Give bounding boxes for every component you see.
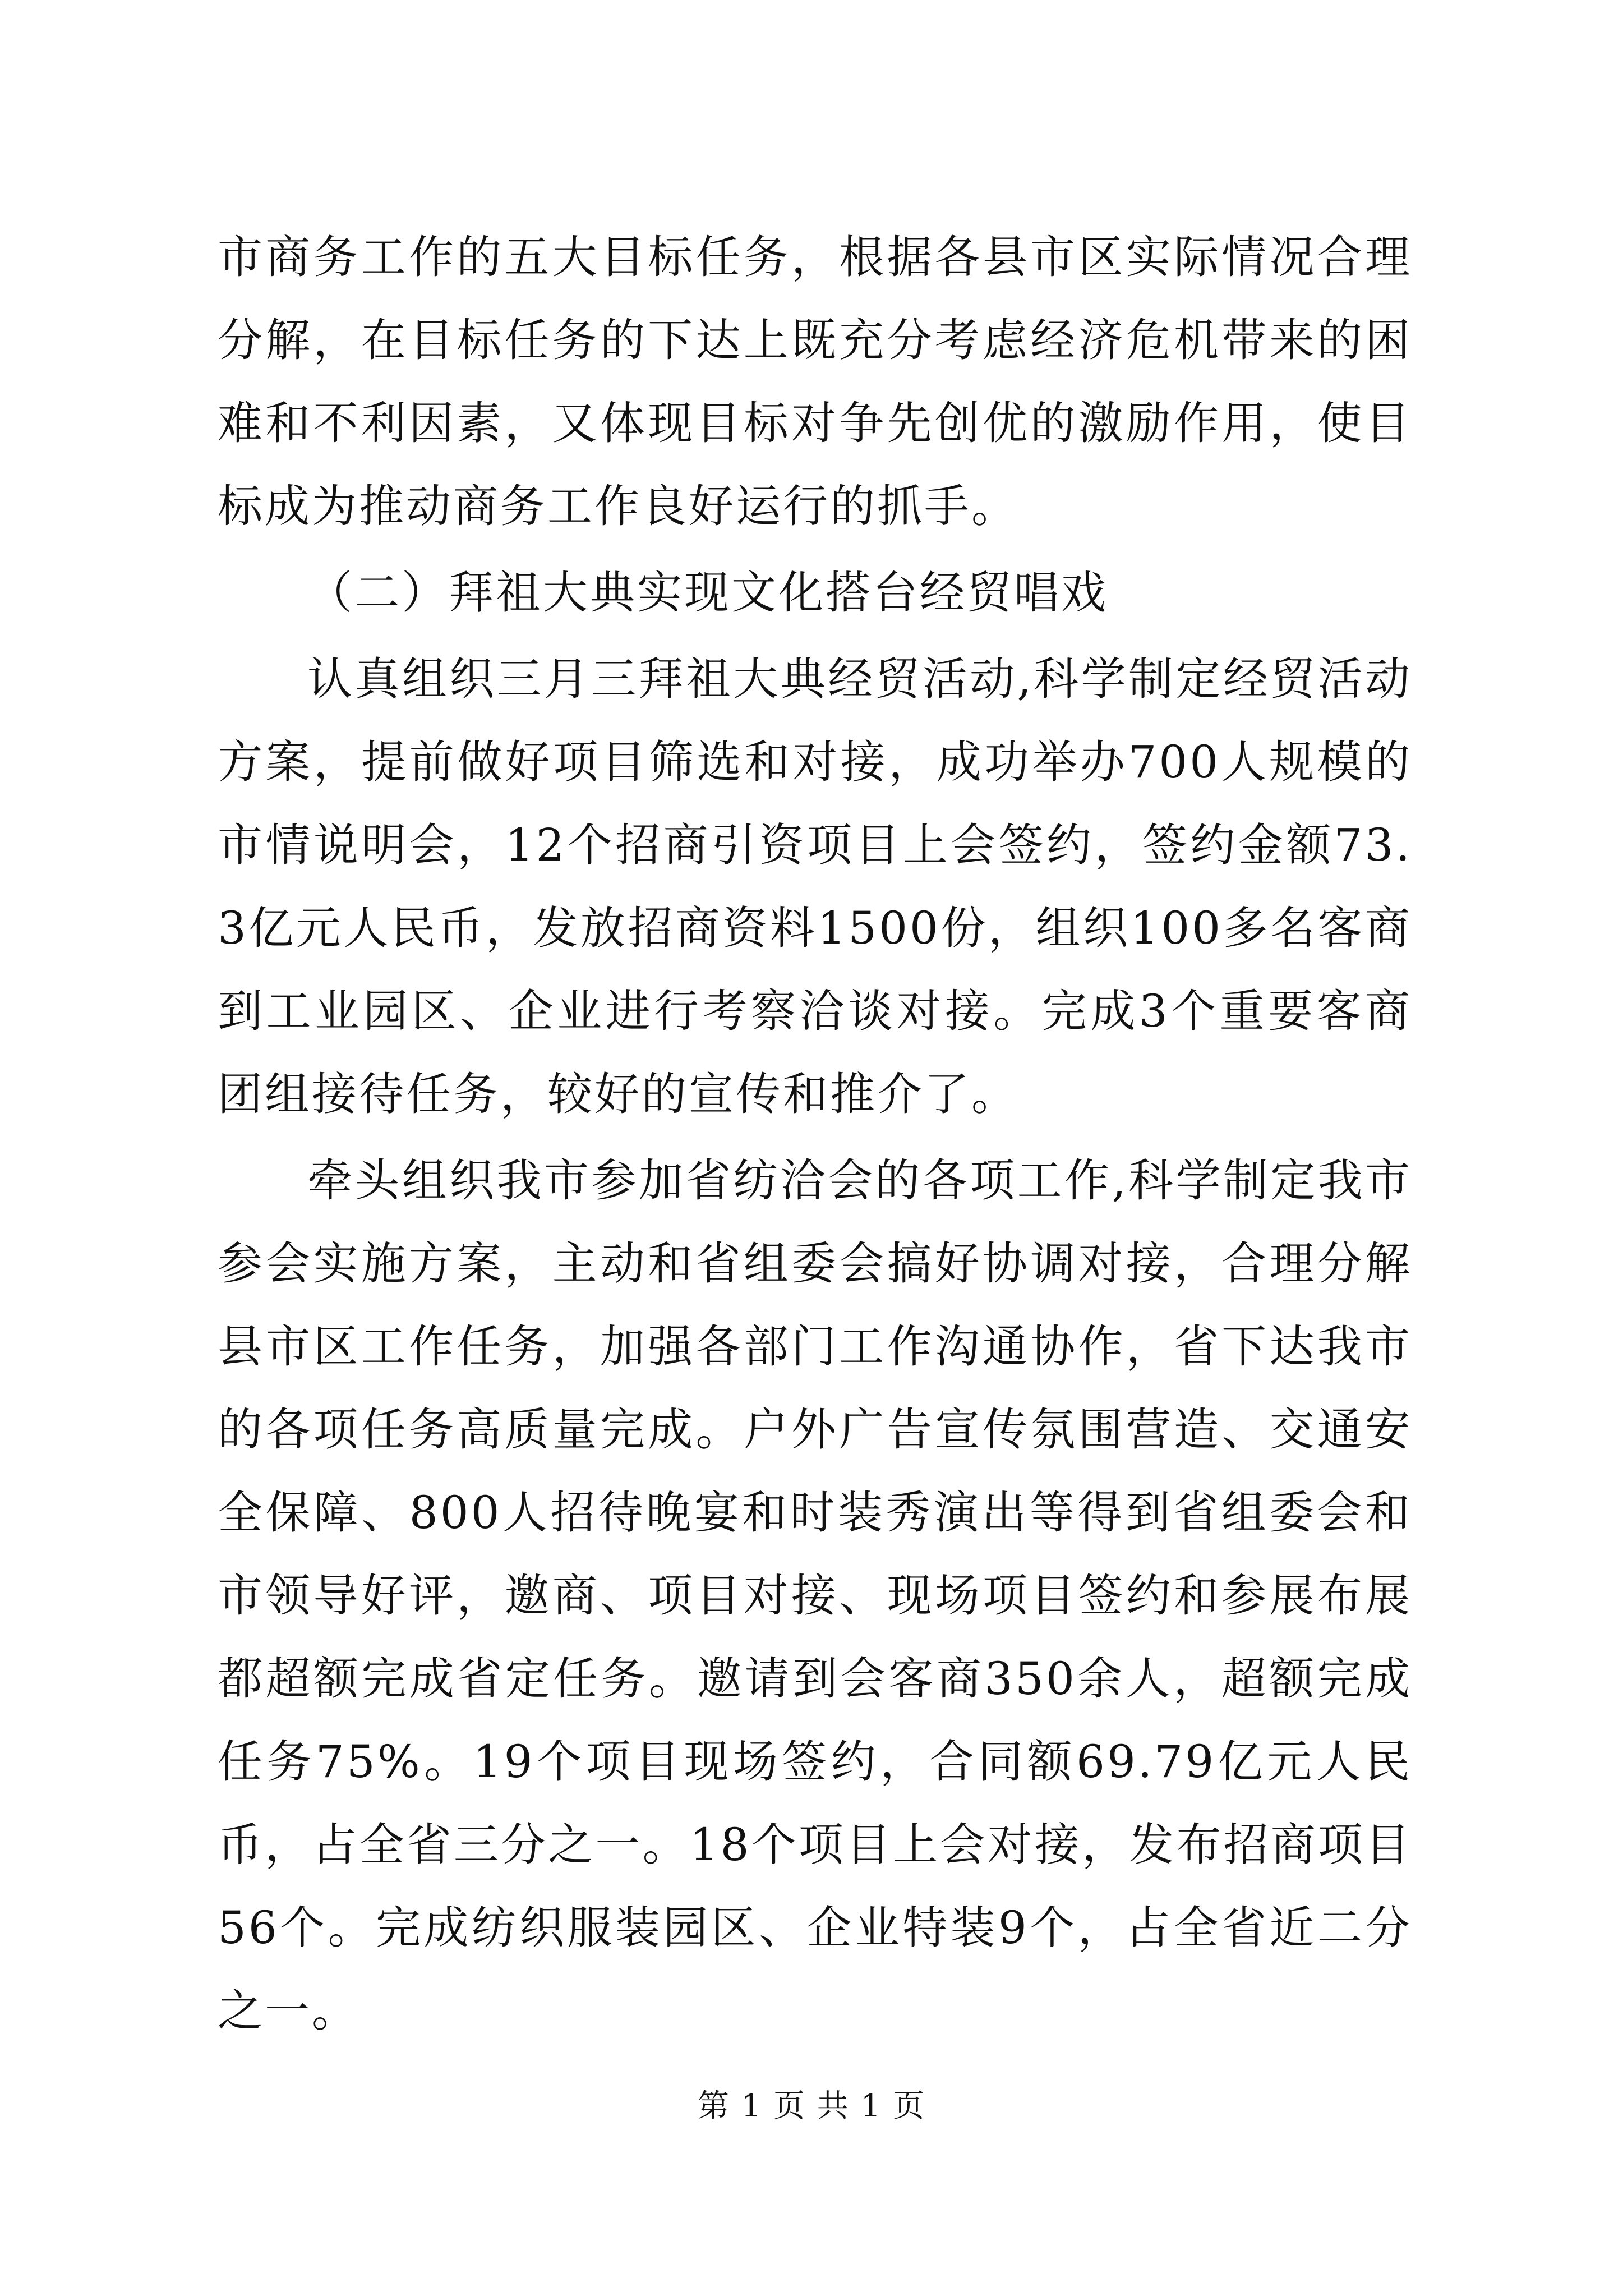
page-footer: 第 1 页 共 1 页 [697, 2088, 926, 2124]
paragraph-ceremony: 认真组织三月三拜祖大典经贸活动,科学制定经贸活动方案，提前做好项目筛选和对接，成功举办700人规模的市情说明会，12个招商引资项目上会签约，签约金额73.3亿元人民币，发放招商资料1500份，组织100多名客商到工业园区、企业进行考察洽谈对接。完成3个重要客商团组接待任务，较好的宣传和推介了。 [218, 653, 1412, 1120]
paragraph-textile-fair: 牵头组织我市参加省纺洽会的各项工作,科学制定我市参会实施方案，主动和省组委会搞好协调对接，合理分解县市区工作任务，加强各部门工作沟通协作，省下达我市的各项任务高质量完成。户外广告宣传氛围营造、交通安全保障、800人招待晚宴和时装秀演出等得到省组委会和市领导好评，邀商、项目对接、现场项目签约和参展布展都超额完成省定任务。邀请到会客商350余人，超额完成任务75%。19个项目现场签约，合同额69.79亿元人民币，占全省三分之一。18个项目上会对接，发布招商项目56个。完成纺织服装园区、企业特装9个，占全省近二分之一。 [218, 1154, 1412, 2037]
section-heading: （二）拜祖大典实现文化搭台经贸唱戏 [307, 567, 1108, 619]
paragraph-continued: 市商务工作的五大目标任务，根据各县市区实际情况合理分解，在目标任务的下达上既充分考虑经济危机带来的困难和不利因素，又体现目标对争先创优的激励作用，使目标成为推动商务工作良好运行的抓手。 [218, 231, 1412, 532]
document-body [218, 216, 1412, 2053]
